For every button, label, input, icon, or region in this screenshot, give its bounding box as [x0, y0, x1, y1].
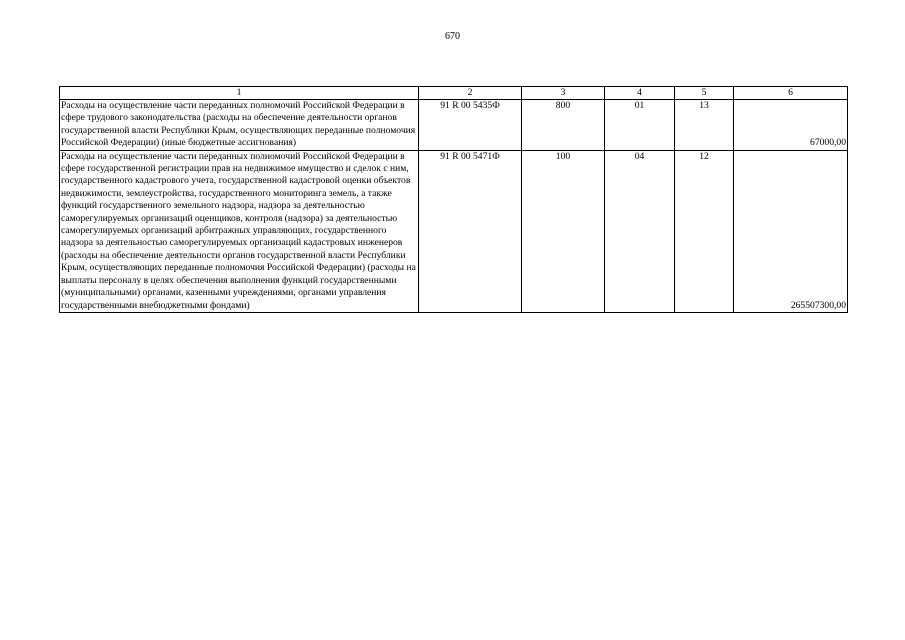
table-row: [60, 150, 848, 312]
type-cell: 800: [522, 100, 605, 151]
header-cell: 4: [605, 87, 675, 100]
code-cell: 91 R 00 5471Ф: [419, 150, 522, 312]
header-cell: 5: [675, 87, 734, 100]
header-cell: 6: [734, 87, 848, 100]
subsection-cell: 12: [675, 150, 734, 312]
description-cell: Расходы на осуществление части переданных полномочий Российской Федерации в сфере государственной регистрации прав на недвижимое имущество и сделок с ним, государственного кадастрового учета, государственной кадастровой оценки объектов недвижимости, землеустройства, государственного мониторинга земель, а также функций государственного земельного надзора, надзора за деятельностью саморегулируемых организаций оценщиков, контроля (надзора) за деятельностью саморегулируемых организаций арбитражных управляющих, государственного надзора за деятельностью саморегулируемых организаций кадастровых инженеров (расходы на обеспечение деятельности органов государственной власти Республики Крым, осуществляющих переданные полномочия Российской Федерации) (расходы на выплаты персоналу в целях обеспечения выполнения функций государственными (муниципальными) органами, казенными учреждениями, органами управления государственными внебюджетными фондами): [60, 150, 419, 312]
table-row: [60, 100, 848, 151]
amount-cell: 67000,00: [734, 100, 848, 151]
page-number: 670: [445, 31, 460, 42]
section-cell: 04: [605, 150, 675, 312]
header-cell: 3: [522, 87, 605, 100]
section-cell: 01: [605, 100, 675, 151]
header-cell: 1: [60, 87, 419, 100]
amount-cell: 265507300,00: [734, 150, 848, 312]
header-cell: 2: [419, 87, 522, 100]
table-header-row: [60, 87, 848, 100]
type-cell: 100: [522, 150, 605, 312]
subsection-cell: 13: [675, 100, 734, 151]
code-cell: 91 R 00 5435Ф: [419, 100, 522, 151]
budget-table: [59, 86, 848, 313]
description-cell: Расходы на осуществление части переданных полномочий Российской Федерации в сфере трудового законодательства (расходы на обеспечение деятельности органов государственной власти Республики Крым, осуществляющих переданные полномочия Российской Федерации) (иные бюджетные ассигнования): [60, 100, 419, 151]
